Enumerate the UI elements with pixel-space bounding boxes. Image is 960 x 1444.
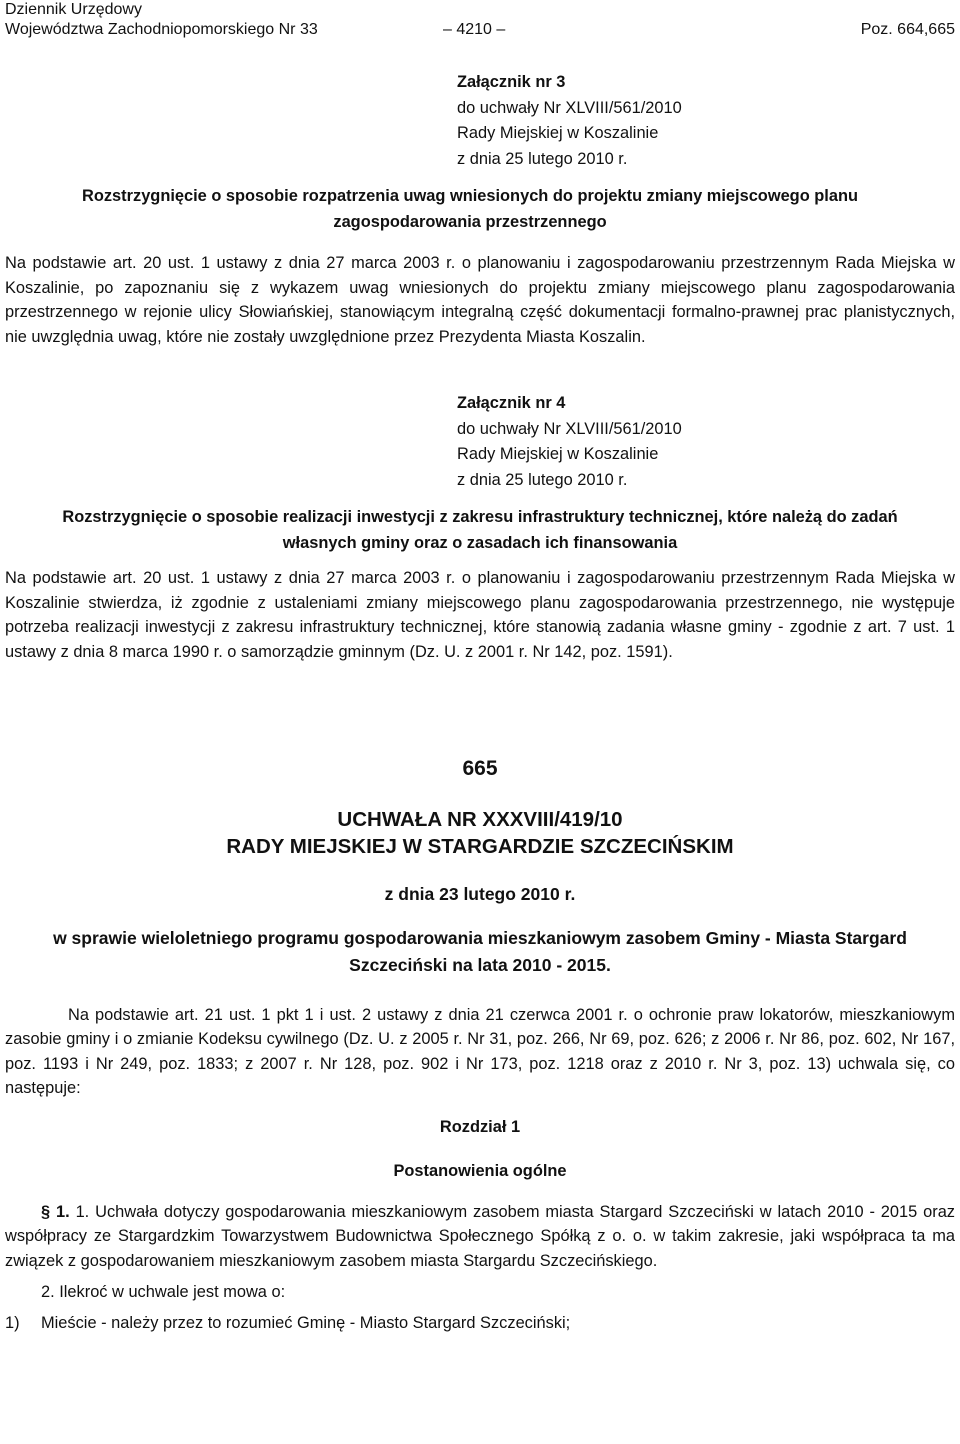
annex4-block (457, 391, 955, 493)
resolution-preamble: Na podstawie art. 21 ust. 1 pkt 1 i ust. 2 ustawy z dnia 21 czerwca 2001 r. o ochronie praw lokatorów, mieszkaniowym zasobie gminy i o zmianie Kodeksu cywilnego (Dz. U. z 2005 r. Nr 31, poz. 266, Nr 69, poz. 626; z 2006 r. Nr 86, poz. 602, Nr 167, poz. 1193 i Nr 249, poz. 1833; z 2007 r. Nr 128, poz. 902 i Nr 173, poz. 1218 oraz z 2010 r. Nr 3, poz. 13) uchwala się, co następuje: (5, 1005, 955, 1097)
paragraph-mark: § 1. (41, 1202, 70, 1221)
journal-name: Dziennik Urzędowy (5, 1, 142, 18)
annex3-line1: do uchwały Nr XLVIII/561/2010 (457, 98, 682, 117)
page-number: – 4210 – (443, 21, 506, 38)
decision2-heading: Rozstrzygnięcie o sposobie realizacji inwestycji z zakresu infrastruktury technicznej, które należą do zadań własnych gminy oraz o zasadach ich finansowania (62, 508, 898, 552)
annex4-title: Załącznik nr 4 (457, 394, 566, 412)
resolution-date: z dnia 23 lutego 2010 r. (384, 884, 576, 904)
annex4-line3: z dnia 25 lutego 2010 r. (457, 470, 628, 489)
paragraph-1-text: 1. Uchwała dotyczy gospodarowania mieszkaniowym zasobem miasta Stargard Szczeciński w latach 2010 - 2015 oraz współpracy ze Stargardzkim Towarzystwem Budownictwa Społecznego Spółką z o. o. w takim zakresie, jaki współpraca ta ma związek z gospodarowaniem mieszkaniowym zasobem miasta Stargardu Szczecińskiego. (5, 1202, 956, 1270)
definition-item-1-number: 1) (5, 1313, 20, 1332)
item-number: 665 (462, 757, 498, 780)
chapter-title: Postanowienia ogólne (393, 1162, 567, 1180)
document-page (5, 0, 955, 1335)
paragraph-2: 2. Ilekroć w uchwale jest mowa o: (41, 1283, 286, 1301)
paragraph-1 (5, 1200, 955, 1274)
annex3-line3: z dnia 25 lutego 2010 r. (457, 149, 628, 168)
annex4-line1: do uchwały Nr XLVIII/561/2010 (457, 419, 682, 438)
resolution-subject: w sprawie wieloletniego programu gospodarowania mieszkaniowym zasobem Gminy - Miasta Stargard Szczeciński na lata 2010 - 2015. (53, 927, 907, 975)
chapter-number: Rozdział 1 (439, 1117, 521, 1136)
annex4-line2: Rady Miejskiej w Koszalinie (457, 445, 659, 463)
decision2-body: Na podstawie art. 20 ust. 1 ustawy z dnia 27 marca 2003 r. o planowaniu i zagospodarowaniu przestrzennym Rada Miejska w Koszalinie stwierdza, iż zgodnie z ustaleniami zmiany miejscowego planu zagospodarowania przestrzennego, nie występuje potrzeba realizacji inwestycji z zakresu infrastruktury technicznej, które stanowią zadania własne gminy - zgodnie z art. 7 ust. 1 ustawy z dnia 8 marca 1990 r. o samorządzie gminnym (Dz. U. z 2001 r. Nr 142, poz. 1591). (5, 569, 955, 661)
decision1-body: Na podstawie art. 20 ust. 1 ustawy z dnia 27 marca 2003 r. o planowaniu i zagospodarowaniu przestrzennym Rada Miejska w Koszalinie, po zapoznaniu się z wykazem uwag wniesionych do projektu zmiany miejscowego planu zagospodarowania przestrzennego w rejonie ulicy Słowiańskiej, stanowiącym integralną część dokumentacji formalno-prawnej prac planistycznych, nie uwzględnia uwag, które nie zostały uwzględnione przez Prezydenta Miasta Koszalin. (5, 254, 955, 346)
annex3-line2: Rady Miejskiej w Koszalinie (457, 124, 659, 142)
annex3-block (457, 70, 955, 172)
annex3-title: Załącznik nr 3 (457, 73, 566, 91)
definition-item-1 (5, 1311, 955, 1336)
journal-volume: Województwa Zachodniopomorskiego Nr 33 (5, 21, 318, 38)
decision1-heading: Rozstrzygnięcie o sposobie rozpatrzenia uwag wniesionych do projektu zmiany miejscowego planu zagospodarowania przestrzennego (82, 187, 858, 231)
council-name: RADY MIEJSKIEJ W STARGARDZIE SZCZECIŃSKIM (226, 835, 734, 858)
resolution-title: UCHWAŁA NR XXXVIII/419/10 (337, 808, 623, 831)
position-number: Poz. 664,665 (860, 21, 955, 38)
definition-item-1-text: Mieście - należy przez to rozumieć Gminę - Miasto Stargard Szczeciński; (41, 1313, 571, 1332)
page-header (5, 0, 955, 46)
